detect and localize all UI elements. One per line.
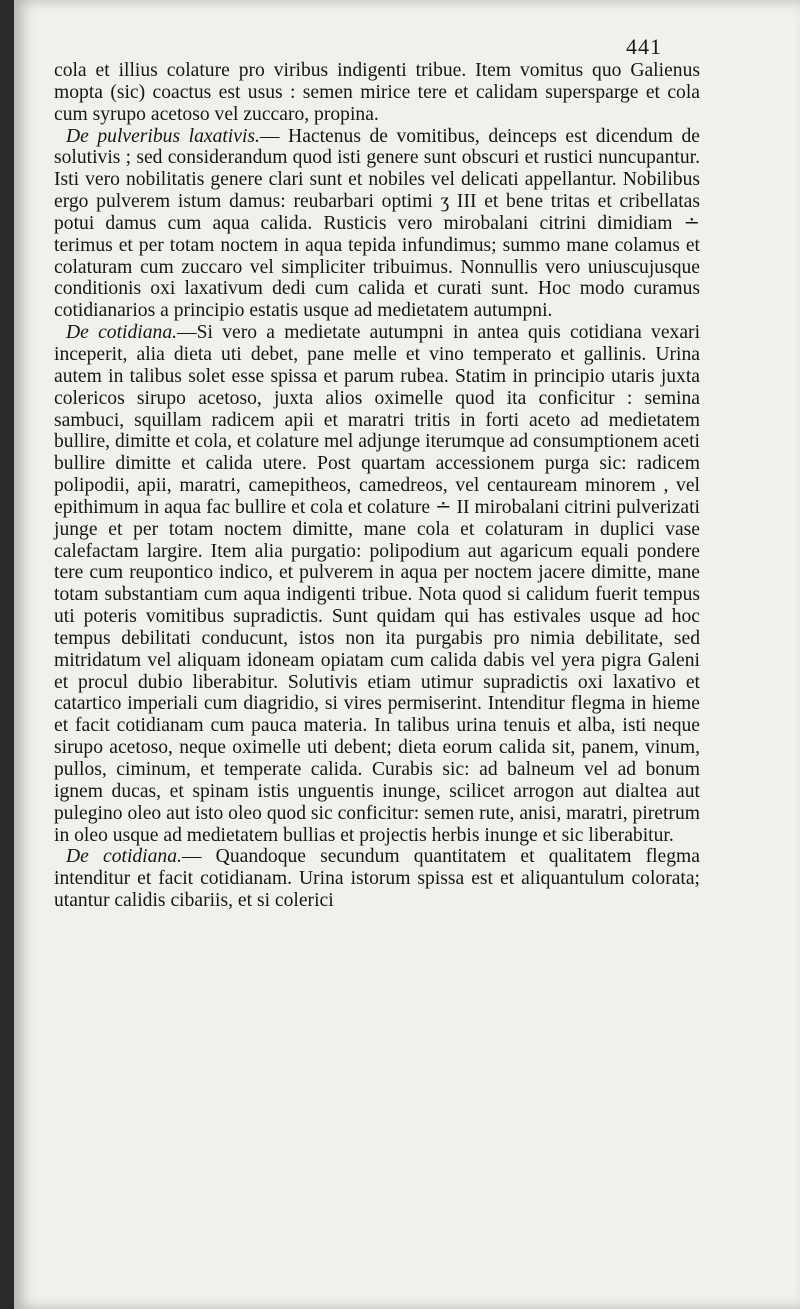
book-page: [14, 0, 800, 1309]
section-heading-pulveribus: De pulveribus laxativis.: [66, 125, 260, 147]
paragraph-4: [54, 846, 700, 912]
paragraph-1-text: cola et illius colature pro viribus indigenti tribue. Item vomitus quo Galienus mopta (sic) coactus est usus : semen mirice tere et calidam supersparge et cola cum syrupo acetoso vel zuccaro, propina.: [54, 60, 700, 125]
page-text: [54, 60, 700, 912]
paragraph-3: [54, 322, 700, 846]
section-heading-cotidiana: De cotidiana.: [66, 322, 178, 344]
paragraph-2-text: — Hactenus de vomitibus, deinceps est dicendum de solutivis ; sed considerandum quod isti genere sunt obscuri et rustici nuncupantur. Isti vero nobilitatis genere clari sunt et nobiles vel delicati appellantur. Nobilibus ergo pulverem istum damus: reubarbari optimi ʒ III et bene tritas et cribellatas potui damus cum aqua calida. Rusticis vero mirobalani citrini dimidiam ∸ terimus et per totam noctem in aqua tepida infundimus; summo mane colamus et colaturam cum zuccaro vel simpliciter tribuimus. Nonnullis vero uniuscujusque conditionis oxi laxativum dedi cum calida et curati sunt. Hoc modo curamus cotidianarios a principio estatis usque ad medietatem autumpni.: [54, 125, 700, 322]
paragraph-2: [54, 126, 700, 323]
paragraph-3-text: —Si vero a medietate autumpni in antea quis cotidiana vexari inceperit, alia dieta uti debet, pane melle et vino temperato et gallinis. Urina autem in talibus solet esse spissa et parum rubea. Statim in principio utaris juxta colericos sirupo acetoso, juxta alios oximelle quod ita conficitur : semina sambuci, squillam radicem apii et maratri tritis in forti aceto ad medietatem bullire, dimitte et cola, et colature mel adjunge iterumque ad consumptionem aceti bullire dimitte et calida utere. Post quartam accessionem purga sic: radicem polipodii, apii, maratri, camepitheos, camedreos, vel centauream minorem , vel epithimum in aqua fac bullire et cola et colature ∸ II mirobalani citrini pulverizati junge et per totam noctem dimitte, mane cola et colaturam in duplici vase calefactam largire. Item alia purgatio: polipodium aut agaricum equali pondere tere cum reupontico indico, et pulverem in aqua per noctem jacere dimitte, mane totam substantiam cum aqua indigenti tribue. Nota quod si calidum fuerit tempus uti poteris vomitibus supradictis. Sunt quidam qui has estivales usque ad hoc tempus debilitati conducunt, istos non ita purgabis pro nimia debilitate, sed mitridatum vel aliquam idoneam opiatam cum calida dabis vel yera pigra Galeni et procul dubio liberabitur. Solutivis etiam utimur supradictis oxi laxativo et catartico imperiali cum diagridio, si vires permiserint. Intenditur flegma in hieme et facit cotidianam cum pauca materia. In talibus urina tenuis et alba, isti neque sirupo acetoso, neque oximelle uti debent; dieta eorum calida sit, panem, vinum, pullos, ciminum, et temperate calida. Curabis sic: ad balneum vel ad bonum ignem ducas, et spinam istis unguentis inunge, scilicet arrogon aut dialtea aut pulegino oleo aut isto oleo quod sic conficitur: semen rute, anisi, maratri, piretrum in oleo usque ad medietatem bullias et projectis herbis inunge et sic liberabitur.: [54, 322, 701, 846]
section-heading-cotidiana-2: De cotidiana.: [66, 846, 182, 868]
paragraph-1: [54, 60, 700, 126]
paragraph-4-text: — Quandoque secundum quantitatem et qualitatem flegma intenditur et facit cotidianam. Urina istorum spissa est et aliquantulum colorata; utantur calidis cibariis, et si colerici: [54, 846, 700, 912]
page-number: 441: [626, 34, 662, 59]
